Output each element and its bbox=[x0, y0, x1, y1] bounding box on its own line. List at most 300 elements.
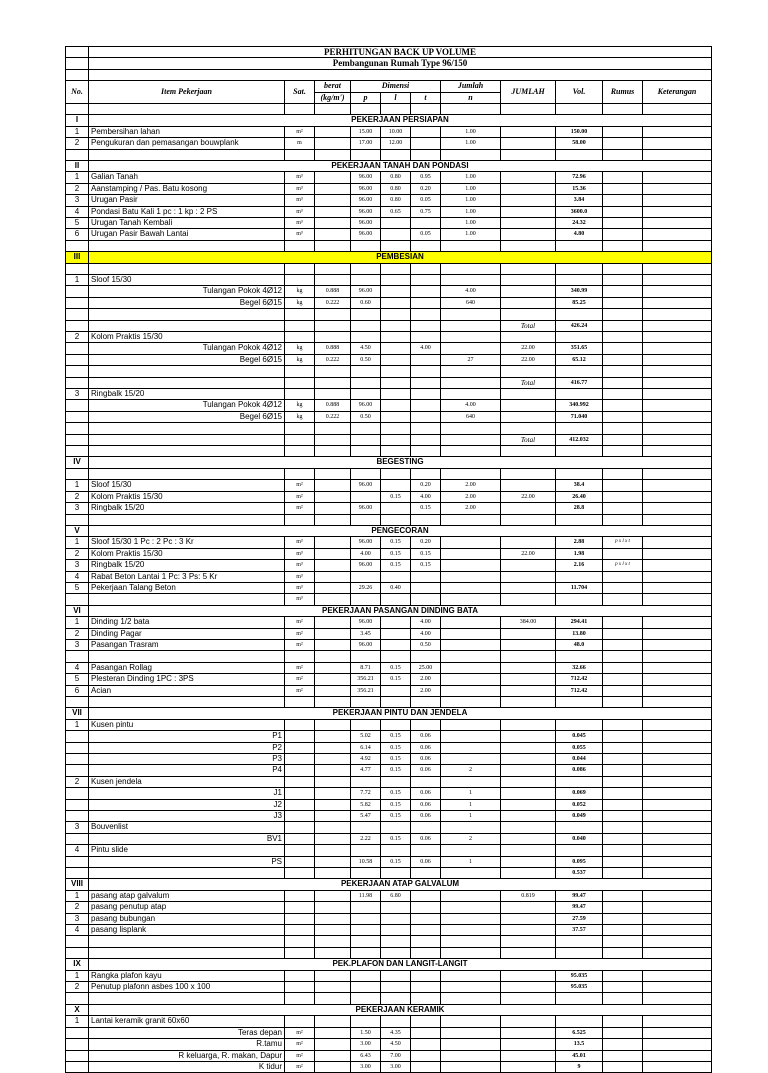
cell-berat bbox=[315, 126, 351, 137]
cell-t: 4.00 bbox=[411, 343, 441, 354]
cell-sat bbox=[285, 468, 315, 479]
cell-item: Ringbalk 15/20 bbox=[89, 389, 285, 400]
cell-item: pasang lisplank bbox=[89, 925, 285, 936]
cell-no: 5 bbox=[66, 218, 89, 229]
cell-item: Dinding 1/2 bata bbox=[89, 617, 285, 628]
cell-no: 4 bbox=[66, 845, 89, 856]
cell-vol: 95.035 bbox=[556, 982, 603, 993]
cell-keterangan bbox=[643, 480, 712, 491]
cell-jumlah bbox=[501, 582, 556, 593]
header-jumlah: Jumlah bbox=[441, 81, 501, 92]
cell-n bbox=[441, 582, 501, 593]
cell-l: 0.15 bbox=[381, 731, 411, 742]
cell-sat: kg bbox=[285, 354, 315, 365]
cell-item: J1 bbox=[89, 788, 285, 799]
cell-sat: m² bbox=[285, 480, 315, 491]
cell-sat: m² bbox=[285, 617, 315, 628]
cell-l: 10.00 bbox=[381, 126, 411, 137]
cell-rumus bbox=[603, 788, 643, 799]
cell-p bbox=[351, 275, 381, 286]
cell-item: J3 bbox=[89, 811, 285, 822]
cell-sat bbox=[285, 902, 315, 913]
cell-sat bbox=[285, 925, 315, 936]
table-row bbox=[66, 765, 712, 776]
cell-jumlah bbox=[501, 138, 556, 149]
section-row bbox=[66, 708, 712, 719]
cell-berat bbox=[315, 149, 351, 160]
cell-n bbox=[441, 925, 501, 936]
cell-no: 2 bbox=[66, 548, 89, 559]
cell-item: Pasangan Rollag bbox=[89, 662, 285, 673]
section-number: V bbox=[66, 525, 89, 536]
cell-l bbox=[381, 936, 411, 947]
cell-berat bbox=[315, 765, 351, 776]
cell-no: 2 bbox=[66, 776, 89, 787]
cell-vol: 340.99 bbox=[556, 286, 603, 297]
cell-no bbox=[66, 377, 89, 388]
cell-item: P4 bbox=[89, 765, 285, 776]
cell-berat bbox=[315, 925, 351, 936]
cell-n bbox=[441, 628, 501, 639]
cell-keterangan bbox=[643, 902, 712, 913]
table-row bbox=[66, 799, 712, 810]
section-row bbox=[66, 457, 712, 468]
cell-p bbox=[351, 332, 381, 343]
cell-jumlah bbox=[501, 104, 556, 115]
cell-keterangan bbox=[643, 617, 712, 628]
cell-jumlah: 0.819 bbox=[501, 890, 556, 901]
cell-jumlah bbox=[501, 389, 556, 400]
cell-jumlah bbox=[501, 309, 556, 320]
cell-t: 0.50 bbox=[411, 639, 441, 650]
cell-keterangan bbox=[643, 765, 712, 776]
cell-l bbox=[381, 947, 411, 958]
table-row bbox=[66, 104, 712, 115]
cell-jumlah bbox=[501, 1016, 556, 1027]
cell-sat: m² bbox=[285, 491, 315, 502]
cell-sat: m³ bbox=[285, 229, 315, 240]
cell-t bbox=[411, 1050, 441, 1061]
cell-sat bbox=[285, 696, 315, 707]
cell-p: 5.82 bbox=[351, 799, 381, 810]
cell-t: 0.15 bbox=[411, 560, 441, 571]
cell-sat: m³ bbox=[285, 560, 315, 571]
cell-item bbox=[89, 366, 285, 377]
cell-jumlah: 22.00 bbox=[501, 548, 556, 559]
cell-keterangan bbox=[643, 651, 712, 662]
cell-vol: 27.59 bbox=[556, 913, 603, 924]
cell-berat bbox=[315, 685, 351, 696]
cell-t: 0.20 bbox=[411, 183, 441, 194]
cell-berat bbox=[315, 320, 351, 331]
cell-n bbox=[441, 104, 501, 115]
cell-p bbox=[351, 719, 381, 730]
cell-item: BV1 bbox=[89, 833, 285, 844]
cell-p bbox=[351, 594, 381, 605]
table-row bbox=[66, 149, 712, 160]
cell-n bbox=[441, 913, 501, 924]
cell-vol: 15.36 bbox=[556, 183, 603, 194]
cell-sat bbox=[285, 753, 315, 764]
cell-n bbox=[441, 309, 501, 320]
cell-berat bbox=[315, 275, 351, 286]
cell-vol: 0.040 bbox=[556, 833, 603, 844]
cell-l bbox=[381, 982, 411, 993]
cell-no: 1 bbox=[66, 970, 89, 981]
cell-vol: 3.84 bbox=[556, 195, 603, 206]
cell-vol: 340.992 bbox=[556, 400, 603, 411]
cell-n: 1.00 bbox=[441, 126, 501, 137]
cell-t bbox=[411, 263, 441, 274]
cell-berat bbox=[315, 651, 351, 662]
table-row bbox=[66, 1027, 712, 1038]
cell-t: 0.06 bbox=[411, 856, 441, 867]
cell-p: 17.00 bbox=[351, 138, 381, 149]
cell-no bbox=[66, 856, 89, 867]
cell-sat bbox=[285, 240, 315, 251]
cell-rumus bbox=[603, 674, 643, 685]
cell-keterangan bbox=[643, 845, 712, 856]
cell-jumlah bbox=[501, 411, 556, 422]
cell-n: 1 bbox=[441, 788, 501, 799]
cell-p bbox=[351, 902, 381, 913]
cell-rumus bbox=[603, 548, 643, 559]
cell-jumlah bbox=[501, 856, 556, 867]
table-row bbox=[66, 480, 712, 491]
cell-keterangan bbox=[643, 172, 712, 183]
cell-vol: 712.42 bbox=[556, 685, 603, 696]
cell-sat bbox=[285, 856, 315, 867]
table-row bbox=[66, 503, 712, 514]
cell-berat bbox=[315, 229, 351, 240]
cell-p: 96.00 bbox=[351, 537, 381, 548]
cell-no: 1 bbox=[66, 275, 89, 286]
cell-rumus bbox=[603, 263, 643, 274]
cell-sat bbox=[285, 275, 315, 286]
cell-l bbox=[381, 993, 411, 1004]
cell-keterangan bbox=[643, 776, 712, 787]
cell-item bbox=[89, 263, 285, 274]
cell-no bbox=[66, 366, 89, 377]
cell-vol: 28.8 bbox=[556, 503, 603, 514]
cell-sat: m² bbox=[285, 503, 315, 514]
cell-berat bbox=[315, 947, 351, 958]
cell-no: 1 bbox=[66, 172, 89, 183]
cell-sat: m³ bbox=[285, 571, 315, 582]
cell-item bbox=[89, 309, 285, 320]
cell-p: 4.77 bbox=[351, 765, 381, 776]
cell-l bbox=[381, 571, 411, 582]
table-row bbox=[66, 218, 712, 229]
cell-l bbox=[381, 332, 411, 343]
cell-l bbox=[381, 434, 411, 445]
cell-berat bbox=[315, 742, 351, 753]
cell-no: 2 bbox=[66, 183, 89, 194]
cell-t bbox=[411, 651, 441, 662]
cell-t bbox=[411, 1039, 441, 1050]
header-keterangan: Keterangan bbox=[643, 81, 712, 104]
cell-p: 96.00 bbox=[351, 503, 381, 514]
cell-vol: 0.537 bbox=[556, 868, 603, 879]
cell-vol: 0.045 bbox=[556, 731, 603, 742]
cell-keterangan bbox=[643, 104, 712, 115]
cell-n bbox=[441, 845, 501, 856]
cell-p bbox=[351, 320, 381, 331]
cell-sat bbox=[285, 993, 315, 1004]
cell-item: P2 bbox=[89, 742, 285, 753]
cell-p: 0.50 bbox=[351, 411, 381, 422]
cell-l bbox=[381, 514, 411, 525]
cell-t bbox=[411, 925, 441, 936]
cell-keterangan bbox=[643, 423, 712, 434]
cell-rumus bbox=[603, 104, 643, 115]
table-row bbox=[66, 639, 712, 650]
cell-berat: 0.888 bbox=[315, 400, 351, 411]
cell-keterangan bbox=[643, 925, 712, 936]
cell-jumlah bbox=[501, 845, 556, 856]
cell-item: Rangka plafon kayu bbox=[89, 970, 285, 981]
cell-berat bbox=[315, 1061, 351, 1072]
cell-vol bbox=[556, 594, 603, 605]
cell-no bbox=[66, 468, 89, 479]
cell-rumus bbox=[603, 799, 643, 810]
cell-jumlah bbox=[501, 662, 556, 673]
cell-t: 0.06 bbox=[411, 799, 441, 810]
cell-rumus bbox=[603, 822, 643, 833]
cell-sat bbox=[285, 309, 315, 320]
cell-jumlah bbox=[501, 297, 556, 308]
cell-t: 4.00 bbox=[411, 628, 441, 639]
cell-keterangan bbox=[643, 446, 712, 457]
cell-berat bbox=[315, 1027, 351, 1038]
cell-item: P3 bbox=[89, 753, 285, 764]
table-row bbox=[66, 925, 712, 936]
cell-l: 0.80 bbox=[381, 195, 411, 206]
cell-t bbox=[411, 354, 441, 365]
cell-rumus bbox=[603, 845, 643, 856]
cell-l bbox=[381, 263, 411, 274]
cell-item: P1 bbox=[89, 731, 285, 742]
cell-jumlah bbox=[501, 685, 556, 696]
cell-berat bbox=[315, 503, 351, 514]
cell-berat bbox=[315, 389, 351, 400]
section-row bbox=[66, 115, 712, 126]
cell-t bbox=[411, 389, 441, 400]
cell-t bbox=[411, 1027, 441, 1038]
table-row bbox=[66, 662, 712, 673]
cell-vol: 416.77 bbox=[556, 377, 603, 388]
cell-rumus bbox=[603, 468, 643, 479]
cell-no: 2 bbox=[66, 332, 89, 343]
cell-rumus bbox=[603, 868, 643, 879]
cell-no: 1 bbox=[66, 719, 89, 730]
cell-vol: 0.044 bbox=[556, 753, 603, 764]
cell-rumus bbox=[603, 765, 643, 776]
cell-vol: 0.052 bbox=[556, 799, 603, 810]
cell-berat bbox=[315, 902, 351, 913]
cell-vol: 9 bbox=[556, 1061, 603, 1072]
cell-rumus bbox=[603, 1027, 643, 1038]
cell-n bbox=[441, 149, 501, 160]
cell-berat bbox=[315, 537, 351, 548]
header-n: n bbox=[441, 92, 501, 103]
cell-sat bbox=[285, 822, 315, 833]
cell-no bbox=[66, 833, 89, 844]
cell-l bbox=[381, 902, 411, 913]
cell-sat: m³ bbox=[285, 582, 315, 593]
table-row bbox=[66, 1050, 712, 1061]
section-title: BEGESTING bbox=[89, 457, 712, 468]
cell-l bbox=[381, 104, 411, 115]
cell-p bbox=[351, 571, 381, 582]
cell-berat bbox=[315, 868, 351, 879]
cell-no bbox=[66, 753, 89, 764]
cell-no: 1 bbox=[66, 617, 89, 628]
cell-item: R keluarga, R. makan, Dapur bbox=[89, 1050, 285, 1061]
cell-no bbox=[66, 993, 89, 1004]
cell-keterangan bbox=[643, 1027, 712, 1038]
cell-rumus bbox=[603, 982, 643, 993]
header-berat-unit: (kg/m') bbox=[315, 92, 351, 103]
cell-keterangan bbox=[643, 833, 712, 844]
cell-vol: 4.80 bbox=[556, 229, 603, 240]
cell-l bbox=[381, 639, 411, 650]
cell-rumus bbox=[603, 343, 643, 354]
cell-l: 3.00 bbox=[381, 1061, 411, 1072]
cell-vol bbox=[556, 571, 603, 582]
cell-n: 1 bbox=[441, 799, 501, 810]
cell-p bbox=[351, 377, 381, 388]
cell-berat bbox=[315, 309, 351, 320]
cell-jumlah bbox=[501, 560, 556, 571]
section-title: PEKERJAAN ATAP GALVALUM bbox=[89, 879, 712, 890]
cell-vol: 426.24 bbox=[556, 320, 603, 331]
cell-sat: m² bbox=[285, 1039, 315, 1050]
cell-sat: kg bbox=[285, 297, 315, 308]
cell-no bbox=[66, 354, 89, 365]
cell-l bbox=[381, 411, 411, 422]
cell-no: 3 bbox=[66, 822, 89, 833]
cell-vol: 3600.0 bbox=[556, 206, 603, 217]
cell-p bbox=[351, 446, 381, 457]
cell-rumus: p x l x t bbox=[603, 560, 643, 571]
cell-t: 0.06 bbox=[411, 753, 441, 764]
cell-sat bbox=[285, 799, 315, 810]
cell-t bbox=[411, 411, 441, 422]
cell-keterangan bbox=[643, 947, 712, 958]
cell-jumlah bbox=[501, 696, 556, 707]
cell-t bbox=[411, 366, 441, 377]
cell-l bbox=[381, 446, 411, 457]
table-row bbox=[66, 366, 712, 377]
cell-rumus bbox=[603, 628, 643, 639]
cell-vol: 38.4 bbox=[556, 480, 603, 491]
cell-vol: 45.01 bbox=[556, 1050, 603, 1061]
cell-keterangan bbox=[643, 1050, 712, 1061]
cell-no bbox=[66, 765, 89, 776]
cell-t: 2.00 bbox=[411, 674, 441, 685]
cell-item bbox=[89, 446, 285, 457]
cell-sat bbox=[285, 434, 315, 445]
cell-keterangan bbox=[643, 286, 712, 297]
section-number: IV bbox=[66, 457, 89, 468]
cell-l bbox=[381, 719, 411, 730]
cell-n bbox=[441, 1016, 501, 1027]
header-jumlah-total: JUMLAH bbox=[501, 81, 556, 104]
cell-keterangan bbox=[643, 811, 712, 822]
section-title: PEKERJAAN PASANGAN DINDING BATA bbox=[89, 605, 712, 616]
cell-l bbox=[381, 400, 411, 411]
cell-rumus bbox=[603, 742, 643, 753]
cell-no: 5 bbox=[66, 582, 89, 593]
cell-sat bbox=[285, 845, 315, 856]
cell-item: Teras depan bbox=[89, 1027, 285, 1038]
cell-t bbox=[411, 845, 441, 856]
cell-l: 6.80 bbox=[381, 890, 411, 901]
cell-rumus bbox=[603, 833, 643, 844]
cell-l bbox=[381, 503, 411, 514]
cell-jumlah bbox=[501, 206, 556, 217]
cell-berat bbox=[315, 172, 351, 183]
cell-l bbox=[381, 320, 411, 331]
cell-berat bbox=[315, 856, 351, 867]
cell-item bbox=[89, 377, 285, 388]
table-row bbox=[66, 856, 712, 867]
cell-no bbox=[66, 411, 89, 422]
cell-berat bbox=[315, 617, 351, 628]
cell-jumlah bbox=[501, 925, 556, 936]
cell-t bbox=[411, 1061, 441, 1072]
cell-rumus bbox=[603, 582, 643, 593]
cell-berat bbox=[315, 468, 351, 479]
cell-berat: 0.888 bbox=[315, 286, 351, 297]
cell-t bbox=[411, 400, 441, 411]
cell-l: 4.35 bbox=[381, 1027, 411, 1038]
cell-t: 0.06 bbox=[411, 765, 441, 776]
table-row bbox=[66, 571, 712, 582]
cell-berat bbox=[315, 195, 351, 206]
cell-n bbox=[441, 639, 501, 650]
cell-n bbox=[441, 970, 501, 981]
cell-no: 3 bbox=[66, 503, 89, 514]
table-row bbox=[66, 685, 712, 696]
cell-rumus bbox=[603, 126, 643, 137]
cell-keterangan bbox=[643, 503, 712, 514]
cell-keterangan bbox=[643, 229, 712, 240]
cell-l bbox=[381, 868, 411, 879]
cell-rumus bbox=[603, 218, 643, 229]
cell-no bbox=[66, 343, 89, 354]
cell-n bbox=[441, 343, 501, 354]
cell-berat bbox=[315, 434, 351, 445]
cell-t bbox=[411, 126, 441, 137]
cell-p bbox=[351, 936, 381, 947]
cell-sat: m³ bbox=[285, 218, 315, 229]
cell-item: Tulangan Pokok 4Ø12 bbox=[89, 400, 285, 411]
cell-n: 1.00 bbox=[441, 195, 501, 206]
cell-jumlah bbox=[501, 947, 556, 958]
cell-n bbox=[441, 662, 501, 673]
cell-vol bbox=[556, 446, 603, 457]
header-sat: Sat. bbox=[285, 81, 315, 104]
cell-p: 356.21 bbox=[351, 685, 381, 696]
cell-p bbox=[351, 434, 381, 445]
cell-item: Pengukuran dan pemasangan bouwplank bbox=[89, 138, 285, 149]
cell-no: 6 bbox=[66, 685, 89, 696]
cell-berat bbox=[315, 206, 351, 217]
cell-n: 640 bbox=[441, 297, 501, 308]
cell-item: Sloof 15/30 1 Pc : 2 Pc : 3 Kr bbox=[89, 537, 285, 548]
